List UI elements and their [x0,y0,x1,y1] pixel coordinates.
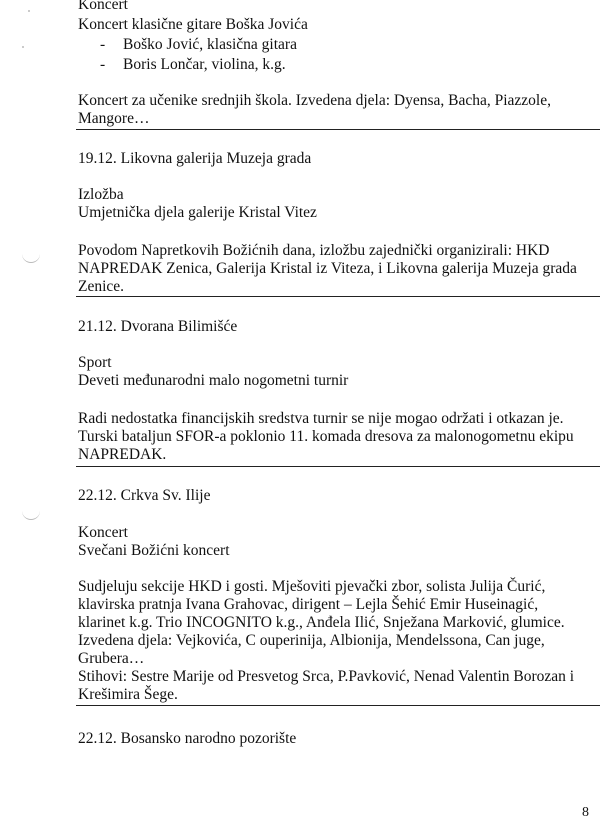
event-title: Svečani Božićni koncert [78,542,230,559]
event-type: Sport [78,354,112,371]
event-description: Grubera… [78,650,145,667]
event-type: Koncert [78,0,128,13]
event-description: Radi nedostatka financijskih sredstva turnir se nije mogao održati i otkazan je. [78,410,564,427]
section-divider [76,705,600,706]
event-title: Umjetnička djela galerije Kristal Vitez [78,204,317,221]
event-title: Koncert klasične gitare Boška Jovića [78,16,308,33]
event-type: Izložba [78,186,124,203]
list-item: - Boško Jović, klasična gitara [100,36,297,53]
event-description: Stihovi: Sestre Marije od Presvetog Srca, P.Pavković, Nenad Valentin Borozan i [78,668,575,685]
event-date-venue: 19.12. Likovna galerija Muzeja grada [78,150,312,167]
event-description: NAPREDAK. [78,446,167,463]
section-divider [76,466,600,467]
event-title: Deveti međunarodni malo nogometni turnir [78,372,349,389]
event-description: Povodom Napretkovih Božićnih dana, izložbu zajednički organizirali: HKD [78,242,550,259]
event-description: Izvedena djela: Vejkovića, C ouperinija, Albionija, Mendelssona, Can juge, [78,632,545,649]
punch-hole-mark [22,505,40,520]
section-divider [76,129,600,130]
punch-hole-mark [22,248,40,263]
event-date-venue: 22.12. Crkva Sv. Ilije [78,487,211,504]
event-description: Sudjeluju sekcije HKD i gosti. Mješoviti pjevački zbor, solista Julija Čurić, [78,578,546,595]
event-description: Krešimira Šege. [78,686,178,703]
event-description: Zenice. [78,278,125,295]
scan-mark [22,46,24,48]
event-type: Koncert [78,524,128,541]
list-item: - Boris Lončar, violina, k.g. [100,56,286,73]
event-description: klarinet k.g. Trio INCOGNITO k.g., Anđela Ilić, Snježana Marković, glumice. [78,614,565,631]
event-description: klavirska pratnja Ivana Grahovac, dirigent – Lejla Šehić Emir Huseinagić, [78,596,539,613]
event-date-venue: 21.12. Dvorana Bilimišće [78,318,238,335]
event-description: Koncert za učenike srednjih škola. Izvedena djela: Dyensa, Bacha, Piazzole, [78,92,551,109]
event-description: Mangore… [78,110,150,127]
scan-mark [28,10,30,12]
event-description: NAPREDAK Zenica, Galerija Kristal iz Viteza, i Likovna galerija Muzeja grada [78,260,577,277]
section-divider [76,296,600,297]
event-date-venue: 22.12. Bosansko narodno pozorište [78,730,297,747]
page-number: 8 [582,805,589,820]
event-description: Turski bataljun SFOR-a poklonio 11. komada dresova za malonogometnu ekipu [78,428,574,445]
